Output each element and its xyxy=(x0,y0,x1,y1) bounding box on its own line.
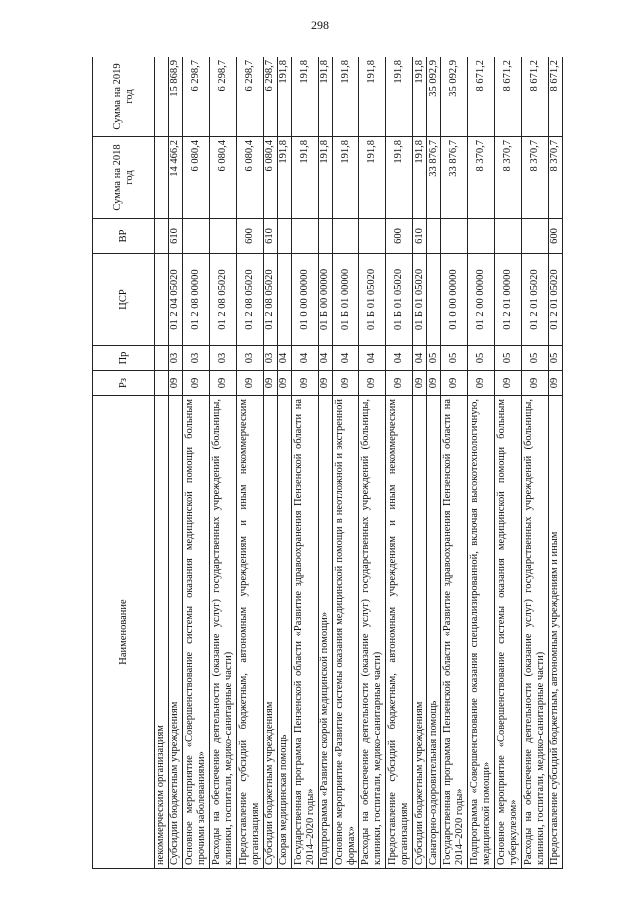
cell-vr xyxy=(427,219,441,254)
cell-vr xyxy=(209,219,236,254)
cell-vr xyxy=(441,219,468,254)
table-row xyxy=(236,57,263,869)
cell-rz: 09 xyxy=(468,371,495,396)
cell-rz: 09 xyxy=(413,371,427,396)
cell-sum-2018: 6 080,4 xyxy=(209,137,236,219)
cell-vr: 610 xyxy=(413,219,427,254)
cell-csr: 01 0 00 00000 xyxy=(441,254,468,346)
cell-sum-2018 xyxy=(155,137,169,219)
header-vr: ВР xyxy=(93,219,155,254)
header-rz: Рз xyxy=(93,371,155,396)
cell-vr: 600 xyxy=(236,219,263,254)
cell-rz: 09 xyxy=(548,371,562,396)
budget-table xyxy=(92,57,563,869)
cell-csr: 01 2 04 05020 xyxy=(168,254,182,346)
cell-rz: 09 xyxy=(332,371,359,396)
cell-sum-2019 xyxy=(155,57,169,137)
cell-sum-2018: 191,8 xyxy=(386,137,413,219)
cell-csr: 01 Б 01 00000 xyxy=(332,254,359,346)
cell-pr: 03 xyxy=(209,346,236,371)
cell-sum-2018: 8 370,7 xyxy=(468,137,495,219)
cell-csr: 01 2 08 05020 xyxy=(209,254,236,346)
cell-name: Основное мероприятие «Развитие системы оказания медицинской помощи в неотложной и экстренной формах» xyxy=(332,396,359,869)
cell-sum-2019: 6 298,7 xyxy=(263,57,277,137)
table-row xyxy=(291,57,318,869)
cell-pr: 04 xyxy=(318,346,332,371)
cell-csr: 01 2 08 05020 xyxy=(236,254,263,346)
cell-pr: 04 xyxy=(277,346,291,371)
cell-name: Государственная программа Пензенской области «Развитие здравоохранения Пензенской области на 2014–2020 годы» xyxy=(291,396,318,869)
cell-vr xyxy=(291,219,318,254)
cell-vr xyxy=(468,219,495,254)
cell-pr: 04 xyxy=(413,346,427,371)
cell-name: Предоставление субсидий бюджетным, автономным учреждениям и иным xyxy=(548,396,562,869)
cell-name: Расходы на обеспечение деятельности (оказание услуг) государственных учреждений (больницы, клиники, госпитали, медико-санитарные части) xyxy=(209,396,236,869)
cell-sum-2019: 8 671,2 xyxy=(495,57,522,137)
cell-rz: 09 xyxy=(291,371,318,396)
cell-sum-2019: 15 868,9 xyxy=(168,57,182,137)
cell-csr: 01 2 01 00000 xyxy=(495,254,522,346)
cell-csr xyxy=(277,254,291,346)
table-body xyxy=(155,57,563,869)
cell-sum-2019: 6 298,7 xyxy=(182,57,209,137)
cell-name: Субсидии бюджетным учреждениям xyxy=(168,396,182,869)
cell-pr: 03 xyxy=(168,346,182,371)
cell-csr: 01 2 08 00000 xyxy=(182,254,209,346)
cell-rz: 09 xyxy=(427,371,441,396)
cell-vr xyxy=(495,219,522,254)
cell-pr: 04 xyxy=(291,346,318,371)
cell-pr: 04 xyxy=(359,346,386,371)
cell-rz: 09 xyxy=(386,371,413,396)
cell-vr xyxy=(182,219,209,254)
cell-vr xyxy=(318,219,332,254)
table-row xyxy=(359,57,386,869)
table-row xyxy=(548,57,562,869)
cell-csr xyxy=(155,254,169,346)
cell-vr xyxy=(359,219,386,254)
cell-sum-2018: 33 876,7 xyxy=(427,137,441,219)
cell-sum-2019: 191,8 xyxy=(277,57,291,137)
cell-sum-2019: 6 298,7 xyxy=(236,57,263,137)
cell-name: Предоставление субсидий бюджетным, автономным учреждениям и иным некоммерческим организациям xyxy=(386,396,413,869)
cell-pr: 03 xyxy=(182,346,209,371)
cell-name: Подпрограмма «Совершенствование оказания специализированной, включая высокотехнологичную, медицинской помощи» xyxy=(468,396,495,869)
cell-sum-2019: 8 671,2 xyxy=(548,57,562,137)
cell-pr: 04 xyxy=(386,346,413,371)
cell-name: Субсидии бюджетным учреждениям xyxy=(413,396,427,869)
cell-sum-2019: 8 671,2 xyxy=(468,57,495,137)
cell-rz: 09 xyxy=(277,371,291,396)
cell-pr: 03 xyxy=(236,346,263,371)
cell-sum-2018: 33 876,7 xyxy=(441,137,468,219)
table-area xyxy=(92,57,563,869)
cell-sum-2018: 191,8 xyxy=(359,137,386,219)
cell-pr: 05 xyxy=(495,346,522,371)
cell-rz: 09 xyxy=(182,371,209,396)
cell-vr xyxy=(521,219,548,254)
table-row xyxy=(332,57,359,869)
cell-sum-2019: 8 671,2 xyxy=(521,57,548,137)
header-sum-2018: Сумма на 2018 год xyxy=(93,137,155,219)
cell-vr: 610 xyxy=(263,219,277,254)
cell-csr: 01 Б 01 05020 xyxy=(359,254,386,346)
cell-vr xyxy=(332,219,359,254)
table-row xyxy=(427,57,441,869)
cell-pr: 03 xyxy=(263,346,277,371)
table-row xyxy=(182,57,209,869)
table-row xyxy=(168,57,182,869)
cell-rz: 09 xyxy=(263,371,277,396)
cell-sum-2018: 191,8 xyxy=(291,137,318,219)
cell-sum-2019: 191,8 xyxy=(386,57,413,137)
cell-sum-2018: 8 370,7 xyxy=(548,137,562,219)
cell-pr xyxy=(155,346,169,371)
cell-vr: 600 xyxy=(386,219,413,254)
cell-pr: 05 xyxy=(468,346,495,371)
table-row xyxy=(209,57,236,869)
cell-rz: 09 xyxy=(441,371,468,396)
cell-name: Субсидии бюджетным учреждениям xyxy=(263,396,277,869)
cell-csr: 01 Б 00 00000 xyxy=(318,254,332,346)
cell-sum-2019: 191,8 xyxy=(413,57,427,137)
rotated-table-container xyxy=(92,57,563,869)
cell-vr: 610 xyxy=(168,219,182,254)
cell-pr: 05 xyxy=(427,346,441,371)
cell-csr: 01 0 00 00000 xyxy=(291,254,318,346)
cell-sum-2018: 191,8 xyxy=(332,137,359,219)
cell-sum-2019: 191,8 xyxy=(332,57,359,137)
cell-sum-2019: 191,8 xyxy=(359,57,386,137)
cell-csr: 01 2 00 00000 xyxy=(468,254,495,346)
cell-sum-2019: 35 092,9 xyxy=(441,57,468,137)
cell-sum-2018: 14 466,2 xyxy=(168,137,182,219)
cell-rz: 09 xyxy=(359,371,386,396)
header-sum-2019: Сумма на 2019 год xyxy=(93,57,155,137)
table-row xyxy=(468,57,495,869)
cell-pr: 05 xyxy=(521,346,548,371)
cell-vr xyxy=(155,219,169,254)
cell-sum-2018: 8 370,7 xyxy=(521,137,548,219)
table-row xyxy=(521,57,548,869)
table-row xyxy=(263,57,277,869)
table-header-row xyxy=(93,57,155,869)
cell-vr: 600 xyxy=(548,219,562,254)
table-row xyxy=(441,57,468,869)
cell-name: Государственная программа Пензенской области «Развитие здравоохранения Пензенской области на 2014–2020 годы» xyxy=(441,396,468,869)
cell-name: Скорая медицинская помощь xyxy=(277,396,291,869)
cell-sum-2018: 191,8 xyxy=(413,137,427,219)
header-csr: ЦСР xyxy=(93,254,155,346)
cell-rz: 09 xyxy=(495,371,522,396)
cell-sum-2018: 191,8 xyxy=(318,137,332,219)
cell-csr: 01 Б 01 05020 xyxy=(386,254,413,346)
cell-sum-2019: 35 092,9 xyxy=(427,57,441,137)
table-row xyxy=(413,57,427,869)
cell-name: Расходы на обеспечение деятельности (оказание услуг) государственных учреждений (больницы, клиники, госпитали, медико-санитарные части) xyxy=(521,396,548,869)
cell-name: Предоставление субсидий бюджетным, автономным учреждениям и иным некоммерческим организациям xyxy=(236,396,263,869)
cell-rz: 09 xyxy=(236,371,263,396)
cell-rz: 09 xyxy=(521,371,548,396)
cell-rz xyxy=(155,371,169,396)
cell-name: Подпрограмма «Развитие скорой медицинской помощи» xyxy=(318,396,332,869)
cell-sum-2018: 6 080,4 xyxy=(182,137,209,219)
cell-csr: 01 Б 01 05020 xyxy=(413,254,427,346)
cell-name: Основное мероприятие «Совершенствование системы оказания медицинской помощи больным туберкулезом» xyxy=(495,396,522,869)
cell-csr: 01 2 01 05020 xyxy=(548,254,562,346)
header-name: Наименование xyxy=(93,396,155,869)
cell-rz: 09 xyxy=(209,371,236,396)
cell-sum-2019: 191,8 xyxy=(318,57,332,137)
table-row xyxy=(155,57,169,869)
cell-pr: 04 xyxy=(332,346,359,371)
cell-sum-2018: 8 370,7 xyxy=(495,137,522,219)
cell-rz: 09 xyxy=(168,371,182,396)
cell-csr: 01 2 08 05020 xyxy=(263,254,277,346)
cell-vr xyxy=(277,219,291,254)
cell-csr xyxy=(427,254,441,346)
cell-name: Расходы на обеспечение деятельности (оказание услуг) государственных учреждений (больницы, клиники, госпитали, медико-санитарные части) xyxy=(359,396,386,869)
cell-name: Санаторно-оздоровительная помощь xyxy=(427,396,441,869)
cell-sum-2019: 191,8 xyxy=(291,57,318,137)
table-row xyxy=(277,57,291,869)
header-pr: Пр xyxy=(93,346,155,371)
cell-sum-2018: 6 080,4 xyxy=(263,137,277,219)
page-number: 298 xyxy=(311,18,329,32)
table-row xyxy=(386,57,413,869)
cell-name: Основное мероприятие «Совершенствование системы оказания медицинской помощи больным прочими заболеваниями» xyxy=(182,396,209,869)
table-row xyxy=(495,57,522,869)
cell-name: некоммерческим организациям xyxy=(155,396,169,869)
cell-pr: 05 xyxy=(548,346,562,371)
cell-sum-2018: 191,8 xyxy=(277,137,291,219)
cell-sum-2019: 6 298,7 xyxy=(209,57,236,137)
cell-pr: 05 xyxy=(441,346,468,371)
table-row xyxy=(318,57,332,869)
cell-csr: 01 2 01 05020 xyxy=(521,254,548,346)
cell-sum-2018: 6 080,4 xyxy=(236,137,263,219)
cell-rz: 09 xyxy=(318,371,332,396)
